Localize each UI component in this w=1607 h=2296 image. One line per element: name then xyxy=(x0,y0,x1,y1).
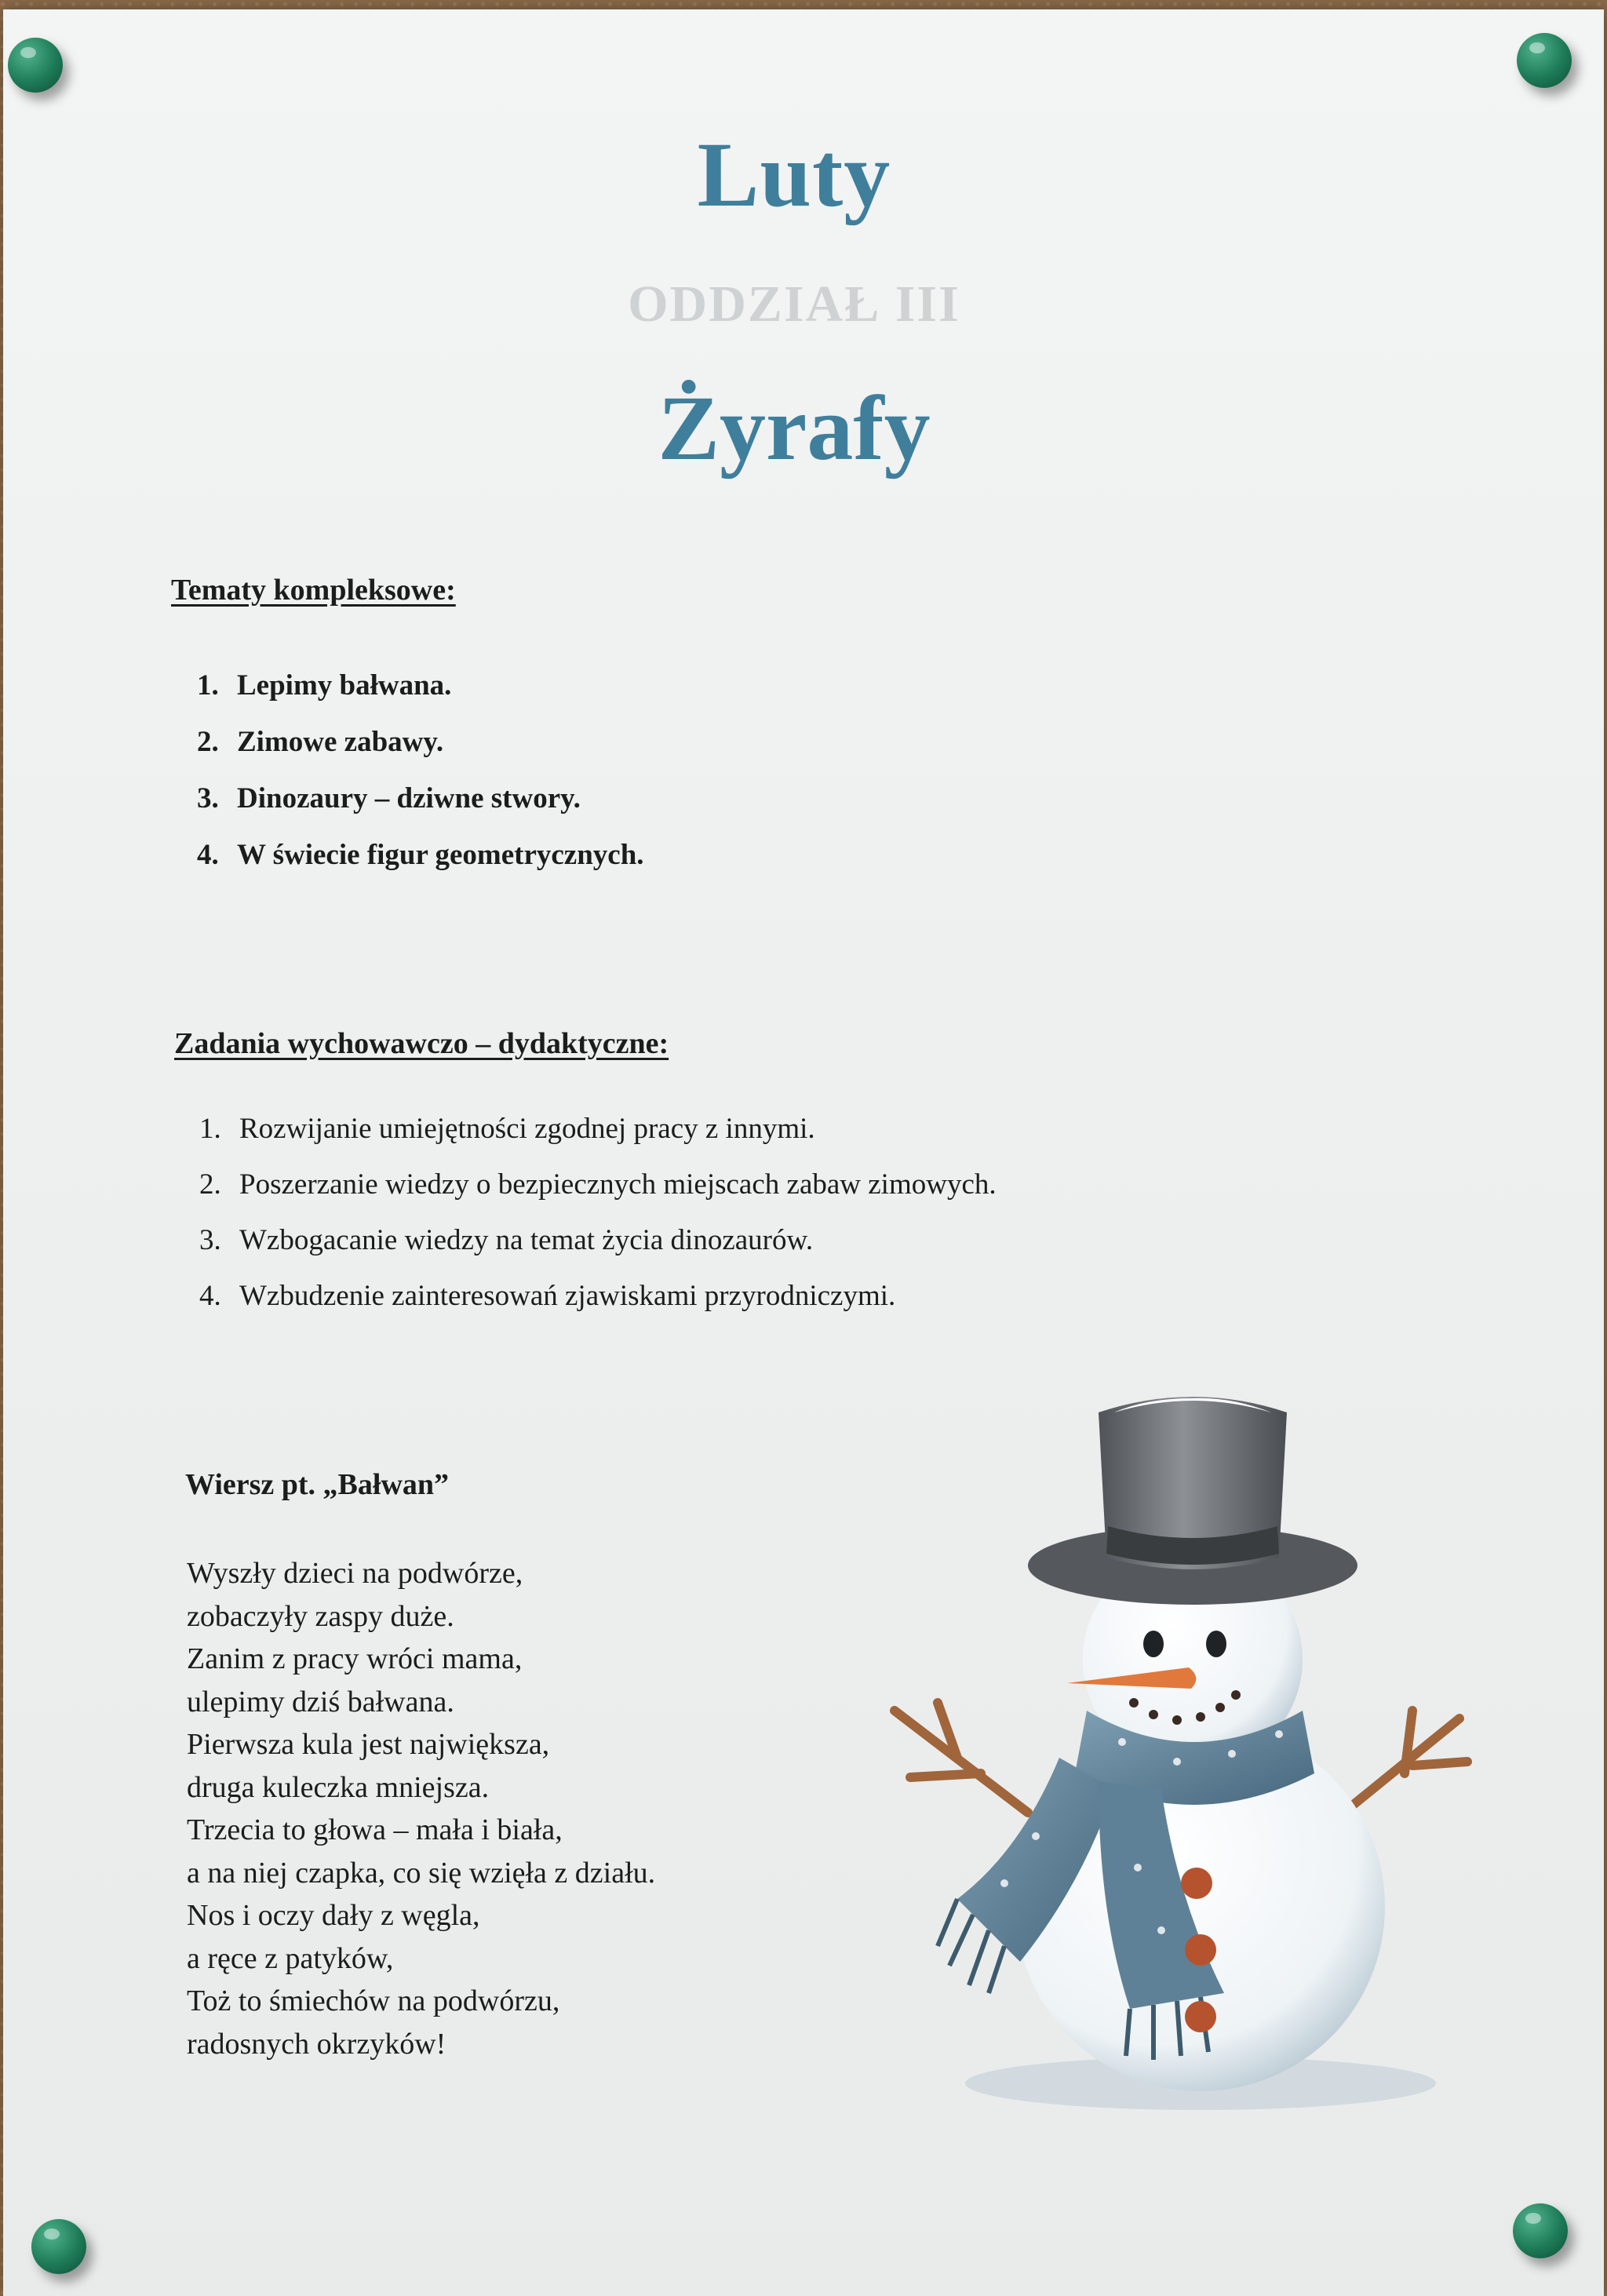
tasks-heading: Zadania wychowawczo – dydaktyczne: xyxy=(174,1027,669,1060)
list-item: 2. Zimowe zabawy. xyxy=(226,714,644,771)
push-pin-icon xyxy=(1507,2197,1574,2265)
poem-title: Wiersz pt. „Bałwan” xyxy=(185,1468,450,1501)
poem-line: Pierwsza kula jest największa, xyxy=(187,1728,550,1761)
month-title: Luty xyxy=(697,123,891,226)
list-item: 2. Poszerzanie wiedzy o bezpiecznych miejscach zabaw zimowych. xyxy=(228,1157,997,1212)
list-item: 3. Wzbogacanie wiedzy na temat życia dinozaurów. xyxy=(228,1212,997,1268)
snowman-eye xyxy=(1143,1631,1164,1657)
snowman-button xyxy=(1185,2001,1216,2032)
push-pin-icon xyxy=(2,31,69,99)
list-item: 4. W świecie figur geometrycznych. xyxy=(226,827,644,884)
list-item: 3. Dinozaury – dziwne stwory. xyxy=(226,771,644,827)
snowman-button xyxy=(1185,1934,1216,1966)
poem-line: radosnych okrzyków! xyxy=(187,2027,446,2061)
list-item: 4. Wzbudzenie zainteresowań zjawiskami przyrodniczymi. xyxy=(228,1268,997,1324)
push-pin-icon xyxy=(25,2213,93,2280)
division-label: ODDZIAŁ III xyxy=(628,275,960,333)
list-item: 1. Lepimy bałwana. xyxy=(226,658,644,714)
snowman-illustration xyxy=(863,1365,1475,2134)
tasks-list xyxy=(177,1101,997,1324)
poem-line: Zanim z pracy wróci mama, xyxy=(187,1642,523,1675)
group-name: Żyrafy xyxy=(658,377,931,479)
poem-line: Trzecia to głowa – mała i biała, xyxy=(187,1813,563,1846)
poem-line: a ręce z patyków, xyxy=(187,1941,394,1975)
snowman-button xyxy=(1181,1868,1212,1899)
complex-topics-list xyxy=(174,658,644,884)
poem-line: a na niej czapka, co się wzięła z działu. xyxy=(187,1856,656,1890)
poem-line: Wyszły dzieci na podwórze, xyxy=(187,1557,523,1590)
poem-line: druga kuleczka mniejsza. xyxy=(187,1770,490,1804)
poem-line: ulepimy dziś bałwana. xyxy=(187,1685,454,1718)
list-item: 1. Rozwijanie umiejętności zgodnej pracy z innymi. xyxy=(228,1101,997,1157)
poem-line: Toż to śmiechów na podwórzu, xyxy=(187,1984,560,2017)
poem-line: Nos i oczy dały z węgla, xyxy=(187,1899,480,1932)
poem-text xyxy=(187,1552,655,2065)
push-pin-icon xyxy=(1510,27,1578,94)
snowman-eye xyxy=(1206,1631,1226,1657)
complex-topics-heading: Tematy kompleksowe: xyxy=(171,574,456,607)
poem-line: zobaczyły zaspy duże. xyxy=(187,1599,454,1633)
